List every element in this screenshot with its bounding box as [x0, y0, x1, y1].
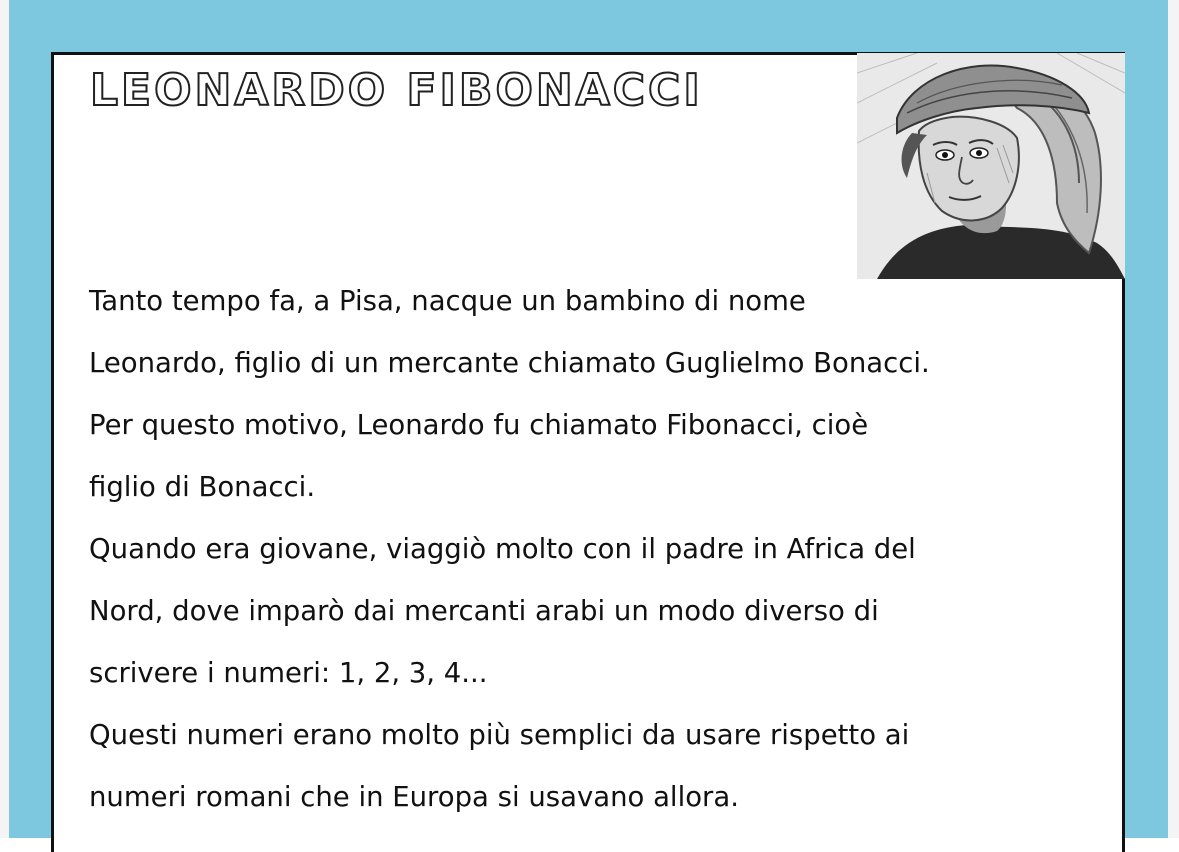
text-line: Quando era giovane, viaggiò molto con il padre in Africa del	[89, 533, 916, 565]
worksheet-page	[51, 52, 1125, 852]
text-line: Nord, dove imparò dai mercanti arabi un modo diverso di	[89, 595, 879, 627]
text-line: Tanto tempo fa, a Pisa, nacque un bambino di nome	[89, 285, 806, 317]
engraved-portrait-icon	[857, 53, 1125, 279]
portrait-image	[857, 53, 1125, 279]
story-text	[89, 270, 1009, 828]
left-edge	[0, 0, 9, 838]
right-edge	[1168, 0, 1179, 838]
text-line: Questi numeri erano molto più semplici da usare rispetto ai	[89, 719, 910, 751]
text-line: scrivere i numeri: 1, 2, 3, 4...	[89, 657, 488, 689]
text-line: Leonardo, figlio di un mercante chiamato Guglielmo Bonacci.	[89, 347, 930, 379]
text-line: numeri romani che in Europa si usavano allora.	[89, 781, 739, 813]
text-line: figlio di Bonacci.	[89, 471, 316, 503]
text-line: Per questo motivo, Leonardo fu chiamato Fibonacci, cioè	[89, 409, 869, 441]
page-title: LEONARDO FIBONACCI	[90, 65, 703, 116]
